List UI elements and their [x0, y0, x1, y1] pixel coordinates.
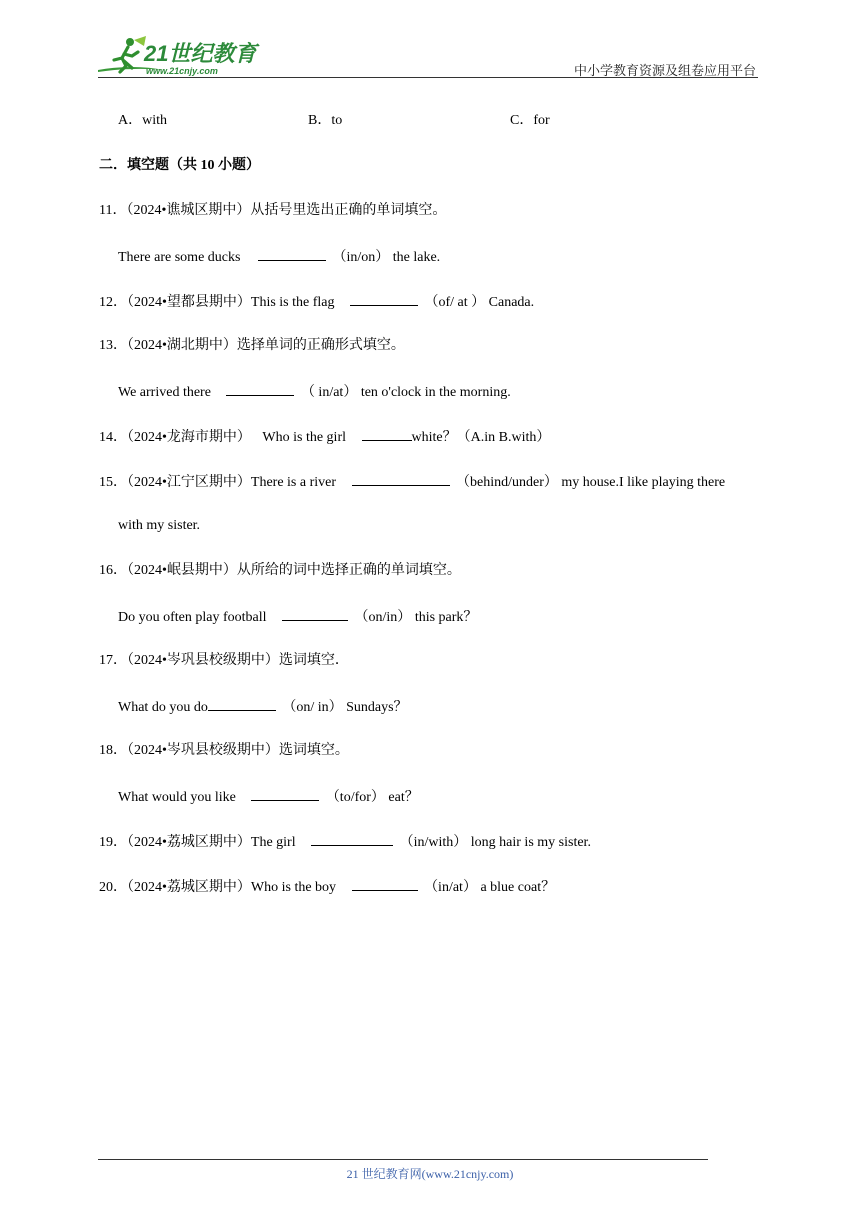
option-c: C．for	[510, 113, 550, 128]
option-b: B．to	[308, 113, 343, 128]
runner-logo-icon	[94, 34, 264, 78]
logo-text: 21世纪教育	[144, 41, 257, 66]
answer-blank[interactable]	[362, 426, 412, 441]
question-20: 20．（2024•荔城区期中）Who is the boy （in/at） a blue coat？	[99, 876, 555, 898]
question-14: 14．（2024•龙海市期中） Who is the girl white？（A.in B.with）	[99, 426, 550, 448]
question-16-sentence: Do you often play football （on/in） this park？	[118, 606, 477, 628]
question-15: 15．（2024•江宁区期中）There is a river （behind/under） my house.I like playing there	[99, 471, 725, 493]
option-a: A．with	[118, 113, 167, 128]
question-15-continuation: with my sister.	[118, 518, 201, 533]
question-11-sentence: There are some ducks （in/on） the lake.	[118, 246, 440, 268]
question-17: 17．（2024•岑巩县校级期中）选词填空．	[99, 653, 349, 668]
footer-divider	[98, 1159, 708, 1160]
question-17-sentence: What do you do （on/ in） Sundays？	[118, 696, 408, 718]
section-title: 二．填空题（共 10 小题）	[99, 158, 260, 173]
question-12: 12．（2024•望都县期中）This is the flag （of/ at ） Canada.	[99, 291, 534, 313]
question-13-sentence: We arrived there （ in/at） ten o'clock in the morning.	[118, 381, 511, 403]
question-11	[99, 201, 446, 221]
answer-blank[interactable]	[352, 876, 418, 891]
logo-url: www.21cnjy.com	[146, 66, 218, 76]
footer-link[interactable]: 21 世纪教育网(www.21cnjy.com)	[346, 1167, 514, 1181]
answer-blank[interactable]	[350, 291, 418, 306]
question-head: （2024•谯城区期中）从括号里选出正确的单词填空。	[126, 203, 447, 218]
answer-blank[interactable]	[258, 246, 326, 261]
question-18-sentence: What would you like （to/for） eat？	[118, 786, 419, 808]
answer-blank[interactable]	[226, 381, 294, 396]
question-13: 13．（2024•湖北期中）选择单词的正确形式填空。	[99, 338, 405, 353]
header-divider	[98, 77, 758, 78]
question-18: 18．（2024•岑巩县校级期中）选词填空。	[99, 743, 349, 758]
answer-blank[interactable]	[352, 471, 450, 486]
answer-blank[interactable]	[251, 786, 319, 801]
answer-blank[interactable]	[282, 606, 348, 621]
answer-blank[interactable]	[208, 696, 276, 711]
platform-name: 中小学教育资源及组卷应用平台	[573, 63, 756, 78]
question-19: 19．（2024•荔城区期中）The girl （in/with） long hair is my sister.	[99, 831, 591, 853]
answer-blank[interactable]	[311, 831, 393, 846]
site-logo	[94, 34, 264, 78]
question-number: 11．	[99, 203, 127, 218]
question-16: 16．（2024•岷县期中）从所给的词中选择正确的单词填空。	[99, 563, 461, 578]
